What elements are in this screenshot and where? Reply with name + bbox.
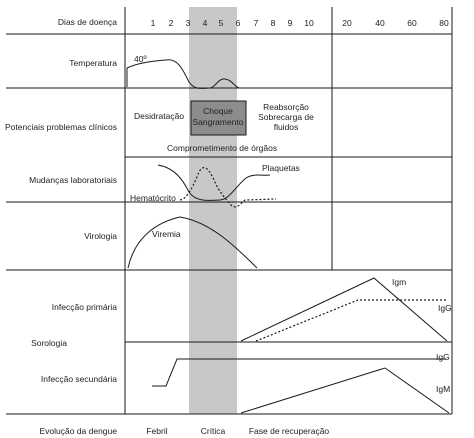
label-plaquetas: Plaquetas: [262, 163, 300, 173]
label-sangramento: Sangramento: [192, 117, 244, 127]
tick-2: 2: [168, 18, 174, 28]
label-reabsorcao: Reabsorção: [263, 102, 309, 112]
phase-critica: Crítica: [200, 426, 226, 436]
row-labels: [5, 17, 117, 436]
tick-6: 6: [235, 18, 241, 28]
phase-recuperacao: Fase de recuperação: [248, 426, 330, 436]
tick-7: 7: [253, 18, 259, 28]
label-comprometimento: Comprometimento de órgãos: [167, 143, 278, 153]
label-virologia: Virologia: [84, 231, 117, 241]
label-desidratacao: Desidratação: [134, 111, 185, 121]
label-infeccao-secundaria: Infecção secundária: [40, 374, 117, 384]
label-igg-primary: IgG: [438, 303, 452, 313]
label-infeccao-primaria: Infecção primária: [51, 302, 117, 312]
label-potenciais: Potenciais problemas clínicos: [5, 122, 117, 132]
label-evolucao: Evolução da dengue: [39, 426, 117, 436]
igm-secondary-curve: [241, 368, 449, 413]
tick-60: 60: [407, 18, 417, 28]
label-hematocrito: Hematócrito: [130, 193, 176, 203]
label-40-degrees: 40º: [134, 54, 147, 64]
label-sobrecarga: Sobrecarga de: [258, 112, 314, 122]
label-sorologia: Sorologia: [31, 338, 67, 348]
tick-8: 8: [270, 18, 276, 28]
tick-9: 9: [287, 18, 293, 28]
tick-3: 3: [185, 18, 191, 28]
tick-20: 20: [342, 18, 352, 28]
tick-1: 1: [150, 18, 156, 28]
tick-10: 10: [304, 18, 314, 28]
igm-primary-curve: [241, 278, 447, 341]
label-viremia: Viremia: [152, 229, 181, 239]
label-temperatura: Temperatura: [69, 58, 117, 68]
label-igm-primary: Igm: [392, 277, 407, 287]
tick-4: 4: [202, 18, 208, 28]
tick-40: 40: [375, 18, 385, 28]
critical-phase-band: [189, 7, 237, 414]
tick-5: 5: [218, 18, 224, 28]
label-igm-secondary: IgM: [436, 384, 451, 394]
phase-febril: Febril: [146, 426, 168, 436]
tick-80: 80: [439, 18, 449, 28]
label-igg-secondary: IgG: [436, 352, 450, 362]
label-choque: Choque: [203, 106, 233, 116]
label-dias-de-doenca: Dias de doença: [57, 17, 117, 27]
label-fluidos: fluidos: [273, 122, 299, 132]
label-laboratoriais: Mudanças laboratoriais: [29, 175, 117, 185]
